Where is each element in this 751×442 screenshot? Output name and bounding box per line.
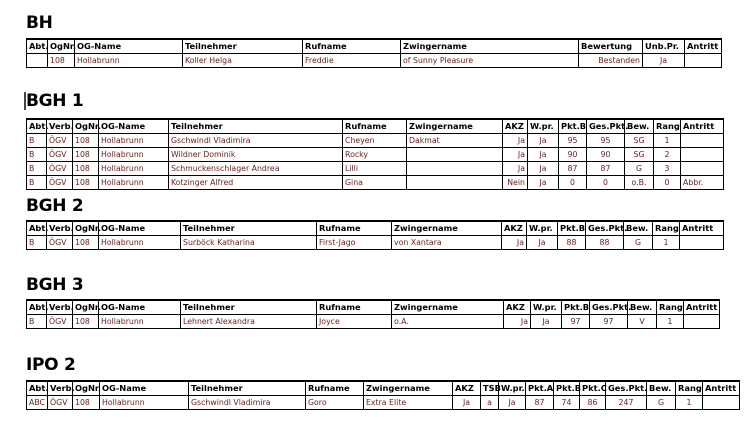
cell-verb: ÖGV	[47, 315, 73, 329]
col-ognr: OgNr.	[73, 119, 99, 134]
section-title-bgh3: BGH 3	[26, 275, 84, 295]
cell-teilnehmer: Kotzinger Alfred	[169, 176, 343, 190]
section-title-bgh2: BGH 2	[26, 196, 84, 216]
cell-og-name: Hollabrunn	[75, 54, 183, 68]
col-abt: Abt.	[27, 300, 47, 315]
col-ges-pkt: Ges.Pkt.	[587, 119, 625, 134]
cell-ges-pkt: 247	[606, 396, 647, 410]
col-zwingername: Zwingername	[407, 119, 503, 134]
cell-rufname: Lilli	[343, 162, 407, 176]
cell-og-name: Hollabrunn	[99, 176, 169, 190]
cell-bew: G	[647, 396, 676, 410]
cell-w-pr: Ja	[527, 236, 558, 250]
cell-ognr: 108	[73, 176, 99, 190]
cell-antritt	[681, 162, 724, 176]
col-og-name: OG-Name	[99, 300, 181, 315]
table-header-row	[27, 39, 722, 54]
cell-rang: 1	[654, 134, 681, 148]
table-header-row	[27, 381, 740, 396]
cell-antritt	[681, 148, 724, 162]
cell-pkt-c: 86	[580, 396, 606, 410]
col-pkt-b: Pkt.B	[554, 381, 580, 396]
cell-ognr: 108	[73, 236, 99, 250]
cell-og-name: Hollabrunn	[99, 236, 181, 250]
cell-abt: B	[27, 162, 47, 176]
col-og-name: OG-Name	[99, 221, 181, 236]
cell-teilnehmer: Wildner Dominik	[169, 148, 343, 162]
table-bh	[26, 38, 722, 68]
col-ognr: OgNr.	[73, 300, 99, 315]
cell-ognr: 108	[73, 396, 100, 410]
cell-rufname: First-Jago	[317, 236, 392, 250]
cell-tsb: a	[481, 396, 499, 410]
cell-w-pr: Ja	[528, 162, 559, 176]
cell-pkt-a: 87	[526, 396, 554, 410]
cell-ges-pkt: 0	[587, 176, 625, 190]
col-ognr: OgNr.	[73, 221, 99, 236]
cell-akz: Ja	[503, 134, 528, 148]
cell-og-name: Hollabrunn	[99, 148, 169, 162]
col-rufname: Rufname	[306, 381, 364, 396]
col-w-pr: W.pr.	[499, 381, 526, 396]
cell-zwingername: von Xantara	[392, 236, 502, 250]
col-ognr: OgNr.	[48, 39, 75, 54]
cell-zwingername: of Sunny Pleasure	[401, 54, 579, 68]
cell-ges-pkt: 95	[587, 134, 625, 148]
col-pkt-c: Pkt.C	[580, 381, 606, 396]
col-rufname: Rufname	[303, 39, 401, 54]
table-row	[27, 315, 720, 329]
table-header-row	[27, 221, 724, 236]
cell-abt: B	[27, 236, 47, 250]
col-verb: Verb.	[48, 381, 73, 396]
col-antritt: Antritt	[680, 221, 724, 236]
table-bgh3	[26, 299, 720, 329]
cell-ognr: 108	[48, 54, 75, 68]
cell-ognr: 108	[73, 148, 99, 162]
cell-verb: ÖGV	[47, 148, 73, 162]
cell-ges-pkt: 88	[586, 236, 624, 250]
cell-w-pr: Ja	[528, 148, 559, 162]
cell-verb: ÖGV	[47, 162, 73, 176]
cell-verb: ÖGV	[48, 396, 73, 410]
col-akz: AKZ	[502, 221, 527, 236]
cell-pkt-b: 97	[562, 315, 590, 329]
cell-zwingername: Dakmat	[407, 134, 503, 148]
col-antritt: Antritt	[684, 300, 720, 315]
col-w-pr: W.pr.	[527, 221, 558, 236]
cell-ognr: 108	[73, 162, 99, 176]
cell-rufname: Joyce	[317, 315, 392, 329]
section-title-ipo2: IPO 2	[26, 355, 76, 375]
cell-pkt-b: 88	[558, 236, 586, 250]
cell-antritt	[681, 134, 724, 148]
table-row	[27, 162, 724, 176]
cell-antritt	[680, 236, 724, 250]
col-ges-pkt: Ges.Pkt.	[590, 300, 628, 315]
cell-og-name: Hollabrunn	[99, 162, 169, 176]
cell-bew: SG	[625, 148, 654, 162]
cell-rufname: Gina	[343, 176, 407, 190]
cell-pkt-b: 74	[554, 396, 580, 410]
cell-akz: Nein	[503, 176, 528, 190]
cell-rang: 1	[657, 315, 684, 329]
col-tsb: TSB	[481, 381, 499, 396]
cell-ognr: 108	[73, 315, 99, 329]
col-rufname: Rufname	[317, 221, 392, 236]
col-rufname: Rufname	[343, 119, 407, 134]
section-title-bh: BH	[26, 13, 53, 33]
cell-w-pr: Ja	[499, 396, 526, 410]
col-og-name: OG-Name	[100, 381, 189, 396]
cell-w-pr: Ja	[528, 134, 559, 148]
col-verb: Verb.	[47, 119, 73, 134]
cell-abt: B	[27, 176, 47, 190]
col-antritt: Antritt	[681, 119, 724, 134]
cell-teilnehmer: Gschwindl Vladimira	[189, 396, 306, 410]
cell-w-pr: Ja	[528, 176, 559, 190]
cell-ges-pkt: 97	[590, 315, 628, 329]
cell-zwingername: o.A.	[392, 315, 504, 329]
cell-abt: B	[27, 315, 47, 329]
cell-bew: o.B.	[625, 176, 654, 190]
col-rang: Rang	[653, 221, 680, 236]
cell-akz: Ja	[502, 236, 527, 250]
col-rang: Rang	[657, 300, 684, 315]
cell-abt: B	[27, 134, 47, 148]
cell-bew: SG	[625, 134, 654, 148]
cell-abt: ABC	[27, 396, 48, 410]
col-w-pr: W.pr.	[531, 300, 562, 315]
cell-rufname: Cheyen	[343, 134, 407, 148]
cell-pkt-b: 95	[559, 134, 587, 148]
cell-pkt-b: 0	[559, 176, 587, 190]
cell-rang: 1	[676, 396, 703, 410]
col-pkt-b: Pkt.B	[562, 300, 590, 315]
cell-akz: Ja	[503, 162, 528, 176]
col-bew: Bew.	[647, 381, 676, 396]
cell-rang: 2	[654, 148, 681, 162]
col-akz: AKZ	[504, 300, 531, 315]
col-pkt-b: Pkt.B	[559, 119, 587, 134]
col-rang: Rang	[676, 381, 703, 396]
cell-teilnehmer: Gschwindl Vladimira	[169, 134, 343, 148]
table-row	[27, 236, 724, 250]
col-zwingername: Zwingername	[364, 381, 453, 396]
col-ognr: OgNr.	[73, 381, 100, 396]
table-header-row	[27, 119, 724, 134]
cell-zwingername: Extra Elite	[364, 396, 453, 410]
col-antritt: Antritt	[685, 39, 722, 54]
cell-bew: G	[624, 236, 653, 250]
cell-zwingername	[407, 148, 503, 162]
cell-bew: G	[625, 162, 654, 176]
cell-zwingername	[407, 162, 503, 176]
cell-akz: Ja	[504, 315, 531, 329]
cell-bew: V	[628, 315, 657, 329]
cell-rang: 0	[654, 176, 681, 190]
table-header-row	[27, 300, 720, 315]
cell-rang: 1	[653, 236, 680, 250]
cell-w-pr: Ja	[531, 315, 562, 329]
cell-zwingername	[407, 176, 503, 190]
table-row	[27, 54, 722, 68]
cell-teilnehmer: Schmuckenschlager Andrea	[169, 162, 343, 176]
col-abt: Abt.	[27, 119, 47, 134]
col-abt: Abt.	[27, 221, 47, 236]
cell-antritt	[703, 396, 740, 410]
col-bew: Bew.	[628, 300, 657, 315]
col-rang: Rang	[654, 119, 681, 134]
col-akz: AKZ	[503, 119, 528, 134]
cell-teilnehmer: Koller Helga	[183, 54, 303, 68]
section-title-bgh1: BGH 1	[26, 91, 84, 111]
col-teilnehmer: Teilnehmer	[181, 300, 317, 315]
cell-verb: ÖGV	[47, 134, 73, 148]
cell-bewertung: Bestanden	[579, 54, 643, 68]
cell-pkt-b: 90	[559, 148, 587, 162]
cell-abt	[27, 54, 48, 68]
col-teilnehmer: Teilnehmer	[169, 119, 343, 134]
col-bewertung: Bewertung	[579, 39, 643, 54]
table-bgh1	[26, 118, 724, 190]
cell-rufname: Freddie	[303, 54, 401, 68]
cell-verb: ÖGV	[47, 176, 73, 190]
cell-unb-pr: Ja	[643, 54, 685, 68]
col-pkt-a: Pkt.A	[526, 381, 554, 396]
col-teilnehmer: Teilnehmer	[181, 221, 317, 236]
col-teilnehmer: Teilnehmer	[183, 39, 303, 54]
col-zwingername: Zwingername	[392, 221, 502, 236]
table-row	[27, 176, 724, 190]
cell-pkt-b: 87	[559, 162, 587, 176]
cell-antritt: Abbr.	[681, 176, 724, 190]
cell-teilnehmer: Surböck Katharina	[181, 236, 317, 250]
cell-ognr: 108	[73, 134, 99, 148]
col-antritt: Antritt	[703, 381, 740, 396]
cell-ges-pkt: 90	[587, 148, 625, 162]
table-row	[27, 134, 724, 148]
table-row	[27, 396, 740, 410]
cell-akz: Ja	[503, 148, 528, 162]
cell-teilnehmer: Lehnert Alexandra	[181, 315, 317, 329]
col-zwingername: Zwingername	[392, 300, 504, 315]
cell-og-name: Hollabrunn	[100, 396, 189, 410]
col-bew: Bew.	[625, 119, 654, 134]
col-verb: Verb.	[47, 300, 73, 315]
cell-rufname: Rocky	[343, 148, 407, 162]
col-bew: Bew.	[624, 221, 653, 236]
cell-abt: B	[27, 148, 47, 162]
cell-antritt	[685, 54, 722, 68]
col-og-name: OG-Name	[99, 119, 169, 134]
cell-antritt	[684, 315, 720, 329]
col-akz: AKZ	[453, 381, 481, 396]
col-ges-pkt: Ges.Pkt.	[606, 381, 647, 396]
col-rufname: Rufname	[317, 300, 392, 315]
col-og-name: OG-Name	[75, 39, 183, 54]
table-ipo2	[26, 380, 740, 410]
col-abt: Abt.	[27, 381, 48, 396]
cell-rang: 3	[654, 162, 681, 176]
cell-rufname: Goro	[306, 396, 364, 410]
col-w-pr: W.pr.	[528, 119, 559, 134]
cell-ges-pkt: 87	[587, 162, 625, 176]
cell-og-name: Hollabrunn	[99, 315, 181, 329]
cell-og-name: Hollabrunn	[99, 134, 169, 148]
col-unb-pr: Unb.Pr.	[643, 39, 685, 54]
cell-verb: ÖGV	[47, 236, 73, 250]
col-pkt-b: Pkt.B	[558, 221, 586, 236]
col-abt: Abt.	[27, 39, 48, 54]
col-zwingername: Zwingername	[401, 39, 579, 54]
col-ges-pkt: Ges.Pkt.	[586, 221, 624, 236]
col-verb: Verb.	[47, 221, 73, 236]
table-row	[27, 148, 724, 162]
col-teilnehmer: Teilnehmer	[189, 381, 306, 396]
table-bgh2	[26, 220, 724, 250]
cell-akz: Ja	[453, 396, 481, 410]
